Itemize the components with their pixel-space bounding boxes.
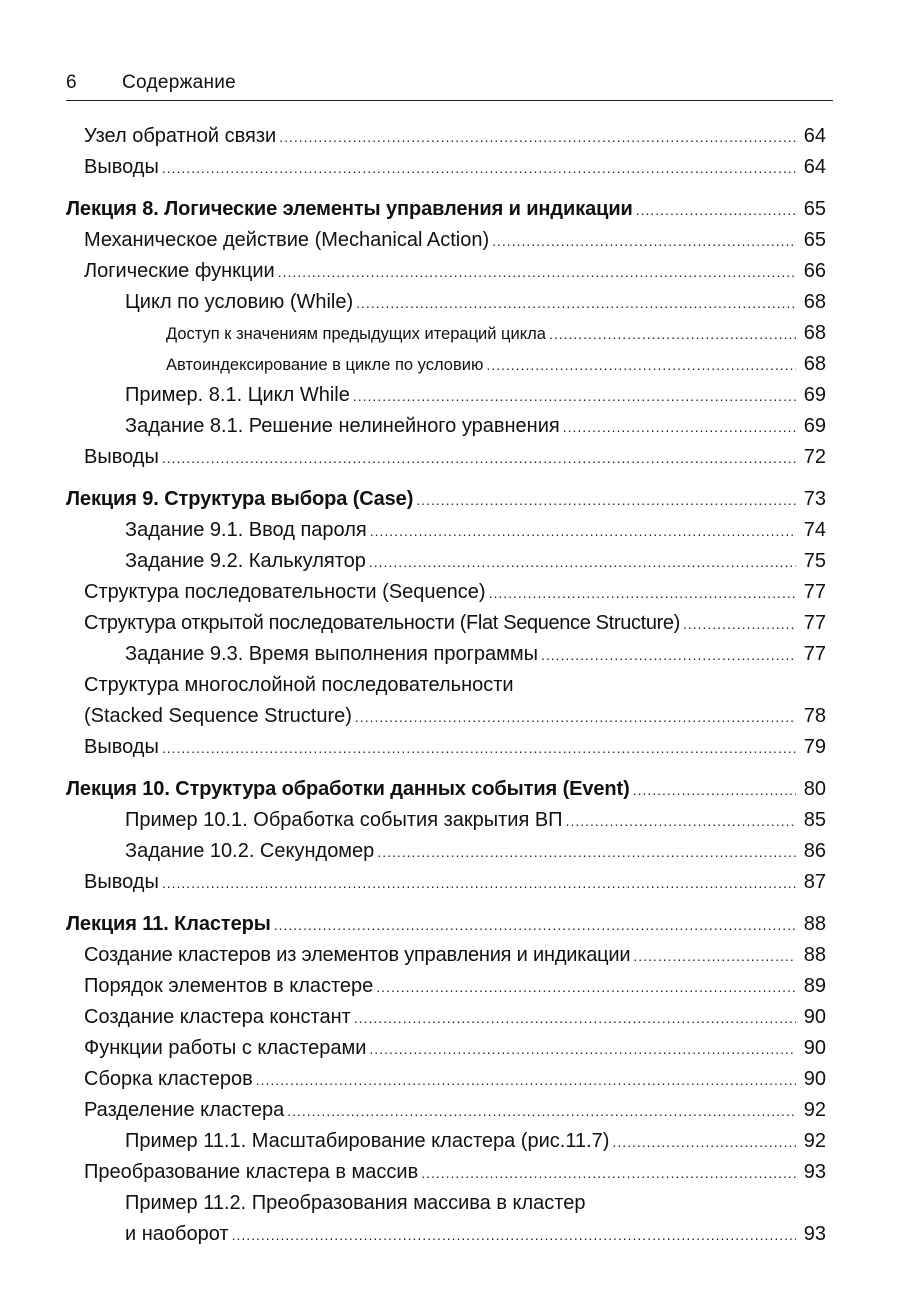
toc-entry[interactable] [66, 1157, 826, 1188]
toc-entry-page: 86 [803, 840, 826, 862]
leader-dots [486, 350, 796, 381]
toc-entry[interactable] [66, 577, 826, 608]
leader-dots [633, 941, 796, 972]
toc-entry[interactable] [66, 546, 826, 577]
toc-chapter-page: 88 [803, 913, 826, 935]
toc-entry[interactable] [66, 1033, 826, 1064]
toc-entry[interactable] [66, 639, 826, 670]
toc-entry-page: 92 [803, 1099, 826, 1121]
running-header [66, 68, 833, 101]
running-title: Содержание [122, 72, 237, 93]
toc-entry[interactable] [66, 152, 826, 183]
leader-dots [377, 837, 796, 868]
leader-dots [287, 1096, 796, 1127]
toc-entry-page: 68 [803, 291, 826, 313]
toc-entry[interactable] [66, 1002, 826, 1033]
toc-entry[interactable] [66, 608, 826, 639]
toc-chapter[interactable] [66, 484, 826, 515]
toc-entry-title: Логические функции [84, 260, 275, 282]
toc-entry[interactable] [66, 442, 826, 473]
toc-entry-first-line[interactable]: Структура многослойной последовательности [84, 674, 514, 696]
toc-chapter-title: Лекция 11. Кластеры [66, 913, 271, 935]
toc-entry-title: Задание 9.1. Ввод пароля [125, 519, 367, 541]
toc-chapter-page: 73 [803, 488, 826, 510]
toc-entry[interactable] [66, 515, 826, 546]
toc-entry-page: 90 [803, 1068, 826, 1090]
leader-dots [369, 547, 796, 578]
leader-dots [416, 485, 796, 516]
toc-entry-title: Пример. 8.1. Цикл While [125, 384, 350, 406]
toc-entry-title: Задание 9.2. Калькулятор [125, 550, 366, 572]
toc-chapter-title: Лекция 9. Структура выбора (Case) [66, 488, 414, 510]
leader-dots [683, 609, 796, 640]
toc-entry-page: 72 [803, 446, 826, 468]
toc-entry-title: Задание 8.1. Решение нелинейного уравнения [125, 415, 560, 437]
toc-entry-title: (Stacked Sequence Structure) [84, 705, 352, 727]
toc-chapter-page: 65 [803, 198, 826, 220]
toc-entry-first-line[interactable]: Пример 11.2. Преобразования массива в кластер [125, 1192, 586, 1214]
toc-entry-page: 69 [803, 384, 826, 406]
toc-entry[interactable] [66, 256, 826, 287]
leader-dots [370, 516, 796, 547]
toc-entry[interactable] [66, 225, 826, 256]
toc-entry-page: 64 [803, 156, 826, 178]
leader-dots [162, 153, 796, 184]
leader-dots [162, 443, 796, 474]
leader-dots [369, 1034, 796, 1065]
toc-chapter[interactable] [66, 909, 826, 940]
toc-entry-title: Создание кластеров из элементов управления и индикации [84, 944, 631, 966]
leader-dots [274, 910, 796, 941]
leader-dots [279, 122, 796, 153]
toc-chapter-title: Лекция 10. Структура обработки данных события (Event) [66, 778, 630, 800]
leader-dots [278, 257, 796, 288]
toc-entry-page: 93 [803, 1223, 826, 1245]
leader-dots [612, 1127, 796, 1158]
toc-chapter-page: 80 [803, 778, 826, 800]
toc-entry-title: Пример 10.1. Обработка события закрытия ВП [125, 809, 563, 831]
toc-entry-title: Выводы [84, 871, 159, 893]
leader-dots [376, 972, 796, 1003]
toc-entry[interactable] [66, 971, 826, 1002]
leader-dots [353, 381, 796, 412]
toc-entry-page: 64 [803, 125, 826, 147]
toc-entry-page: 93 [803, 1161, 826, 1183]
toc-entry-page: 65 [803, 229, 826, 251]
toc-entry-title: Структура открытой последовательности (Flat Sequence Structure) [84, 612, 680, 634]
toc-entry-title: Узел обратной связи [84, 125, 277, 147]
leader-dots [356, 288, 796, 319]
leader-dots [633, 775, 796, 806]
toc-entry-title: Цикл по условию (While) [125, 291, 354, 313]
toc-chapter[interactable] [66, 194, 826, 225]
toc-entry[interactable] [66, 732, 826, 763]
toc-entry-page: 88 [803, 944, 826, 966]
toc-entry-title: Выводы [84, 446, 159, 468]
leader-dots [566, 806, 796, 837]
toc-entry[interactable] [66, 701, 826, 732]
toc-entry-page: 92 [803, 1130, 826, 1152]
leader-dots [232, 1220, 796, 1251]
toc-entry-page: 77 [803, 612, 826, 634]
toc-entry-page: 79 [803, 736, 826, 758]
toc-entry[interactable] [66, 1095, 826, 1126]
toc-entry-title: Преобразование кластера в массив [84, 1161, 419, 1183]
toc-entry[interactable] [66, 1126, 826, 1157]
toc-entry-title: Создание кластера констант [84, 1006, 351, 1028]
leader-dots [563, 412, 796, 443]
leader-dots [355, 702, 796, 733]
toc-entry[interactable] [66, 287, 826, 318]
toc-entry-page: 89 [803, 975, 826, 997]
toc-entry-page: 85 [803, 809, 826, 831]
toc-chapter[interactable] [66, 774, 826, 805]
leader-dots [541, 640, 796, 671]
toc-entry-page: 78 [803, 705, 826, 727]
toc-chapter-title: Лекция 8. Логические элементы управления и индикации [66, 198, 633, 220]
toc-entry-page: 77 [803, 643, 826, 665]
toc-entry-page: 90 [803, 1037, 826, 1059]
toc-entry-page: 90 [803, 1006, 826, 1028]
toc-entry-title: Функции работы с кластерами [84, 1037, 367, 1059]
toc-entry-title: Выводы [84, 736, 159, 758]
toc-entry[interactable] [66, 1219, 826, 1250]
page-number: 6 [66, 72, 77, 93]
leader-dots [354, 1003, 796, 1034]
toc-entry-page: 69 [803, 415, 826, 437]
toc-entry-page: 75 [803, 550, 826, 572]
toc-entry[interactable] [66, 121, 826, 152]
toc-entry-page: 74 [803, 519, 826, 541]
toc-entry[interactable] [66, 1064, 826, 1095]
toc-entry[interactable] [66, 349, 826, 380]
toc-entry-title: Сборка кластеров [84, 1068, 253, 1090]
toc-entry-title: Автоиндексирование в цикле по условию [166, 356, 484, 374]
table-of-contents [66, 121, 826, 1250]
toc-entry-title: Разделение кластера [84, 1099, 285, 1121]
toc-entry-page: 77 [803, 581, 826, 603]
toc-entry-page: 68 [803, 353, 826, 375]
leader-dots [492, 226, 796, 257]
toc-entry[interactable] [66, 411, 826, 442]
toc-entry[interactable] [66, 940, 826, 971]
leader-dots [549, 319, 796, 350]
toc-entry-title: Пример 11.1. Масштабирование кластера (рис.11.7) [125, 1130, 610, 1152]
toc-entry-title: Механическое действие (Mechanical Action) [84, 229, 490, 251]
toc-entry[interactable] [66, 805, 826, 836]
toc-entry-title: Порядок элементов в кластере [84, 975, 374, 997]
leader-dots [421, 1158, 796, 1189]
toc-entry[interactable] [66, 380, 826, 411]
leader-dots [636, 195, 796, 226]
toc-entry-page: 87 [803, 871, 826, 893]
leader-dots [162, 868, 796, 899]
toc-entry-title: Задание 9.3. Время выполнения программы [125, 643, 538, 665]
leader-dots [256, 1065, 796, 1096]
toc-entry-title: и наоборот [125, 1223, 229, 1245]
toc-entry-page: 68 [803, 322, 826, 344]
toc-entry[interactable] [66, 867, 826, 898]
toc-entry[interactable] [66, 836, 826, 867]
toc-entry-title: Доступ к значениям предыдущих итераций цикла [166, 325, 546, 343]
toc-entry-title: Структура последовательности (Sequence) [84, 581, 486, 603]
toc-entry-page: 66 [803, 260, 826, 282]
toc-entry-title: Выводы [84, 156, 159, 178]
leader-dots [162, 733, 796, 764]
toc-entry[interactable] [66, 318, 826, 349]
toc-entry-title: Задание 10.2. Секундомер [125, 840, 375, 862]
leader-dots [489, 578, 796, 609]
